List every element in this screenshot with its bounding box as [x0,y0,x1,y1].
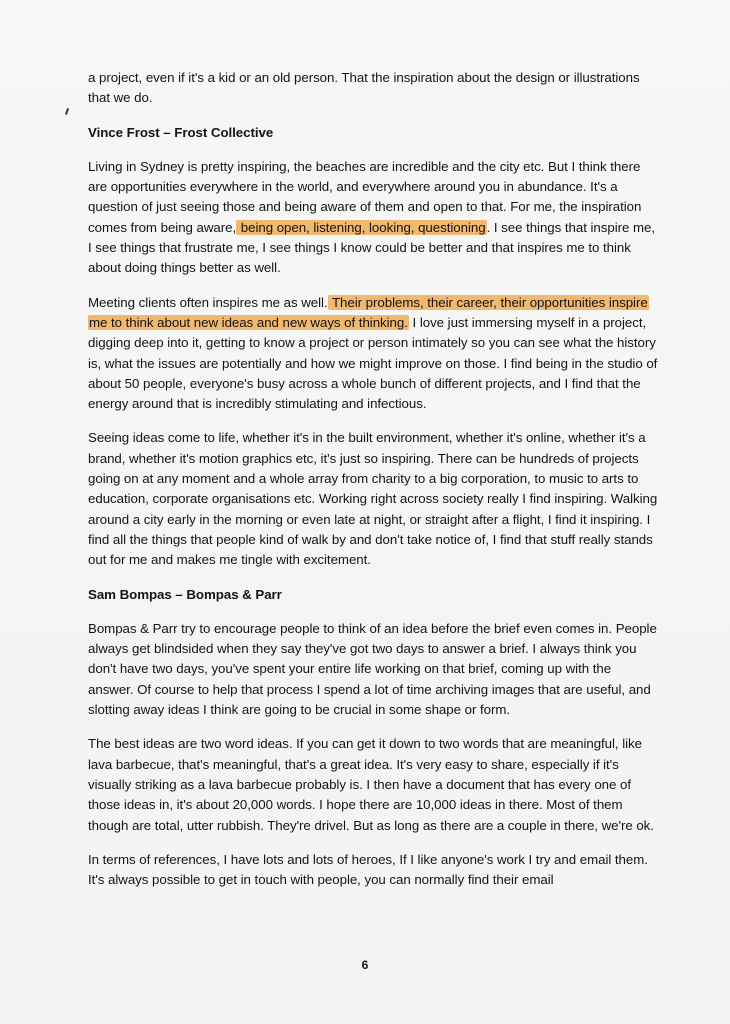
highlight-clients-problems: Their problems, their career, their opportunities inspire me to think about new ideas and new ways of thinking. [89,294,648,330]
paragraph-vince-1-end: . I see things that inspire me, I see things that frustrate me, I see things I know could be better and that inspires me to think about doing things better as well. [88,219,656,276]
paragraph-sam-1: Bompas & Parr try to encourage people to think of an idea before the brief even comes in. People always get blindsided when they say they've got two days to answer a brief. I always think you don't have two days, you've spent your entire life working on that brief, coming up with the answer. Of course to help that process I spend a lot of time archiving images that are useful, and slotting away ideas I think are going to be crucial in some shape or form. [88,620,657,718]
page-number: 6 [361,958,369,972]
highlight-being-open: being open, listening, looking, questioning [237,219,486,235]
paragraph-sam-2: The best ideas are two word ideas. If you can get it down to two words that are meaningful, like lava barbecue, that's meaningful, that's a great idea. It's very easy to share, especially if it's visually striking as a lava barbecue probably is. I then have a document that has every one of those ideas in, it's about 20,000 words. I hope there are 10,000 ideas in there. Most of them though are total, utter rubbish. They're drivel. But as long as there are a couple in there, we're ok. [88,736,654,833]
pen-mark [65,108,69,115]
paragraph-intro: a project, even if it's a kid or an old person. That the inspiration about the design or illustrations that we do. [88,70,640,106]
paragraph-vince-2 [88,293,660,415]
paragraph-sam-3: In terms of references, I have lots and lots of heroes, If I like anyone's work I try and email them. It's always possible to get in touch with people, you can normally find their email [88,851,648,888]
paragraph-vince-2-end: I love just immersing myself in a project, digging deep into it, getting to know a project or person intimately so you can see what the history is, what the issues are potentially and how we might improve on those. I find being in the studio of about 50 people, everyone's busy across a whole bunch of different projects, and I find that the energy around that is incredibly stimulating and infectious. [88,314,658,412]
heading-vince-frost: Vince Frost – Frost Collective [88,124,274,140]
paragraph-vince-2-start: Meeting clients often inspires me as well. [88,294,328,310]
paragraph-vince-1 [88,157,660,279]
paragraph-vince-3: Seeing ideas come to life, whether it's in the built environment, whether it's online, whether it's a brand, whether it's motion graphics etc, it's just so inspiring. There can be hundreds of projects going on at any moment and a whole array from charity to a big corporation, to music to arts to education, corporate organisations etc. Working right across society really I find inspiring. Walking around a city early in the morning or even late at night, or straight after a flight, I find it inspiring. I find all the things that people kind of walk by and don't take notice of, I find that stuff really stands out for me and makes me tingle with excitement. [88,430,658,568]
paragraph-vince-1-text: Living in Sydney is pretty inspiring, the beaches are incredible and the city etc. But I think there are opportunities everywhere in the world, and everywhere around you in abundance. It's a question of just seeing those and being aware of them and open to that. For me, the inspiration comes from being aware, [88,158,642,235]
heading-sam-bompas: Sam Bompas – Bompas & Parr [88,586,282,602]
document-body [88,68,660,904]
